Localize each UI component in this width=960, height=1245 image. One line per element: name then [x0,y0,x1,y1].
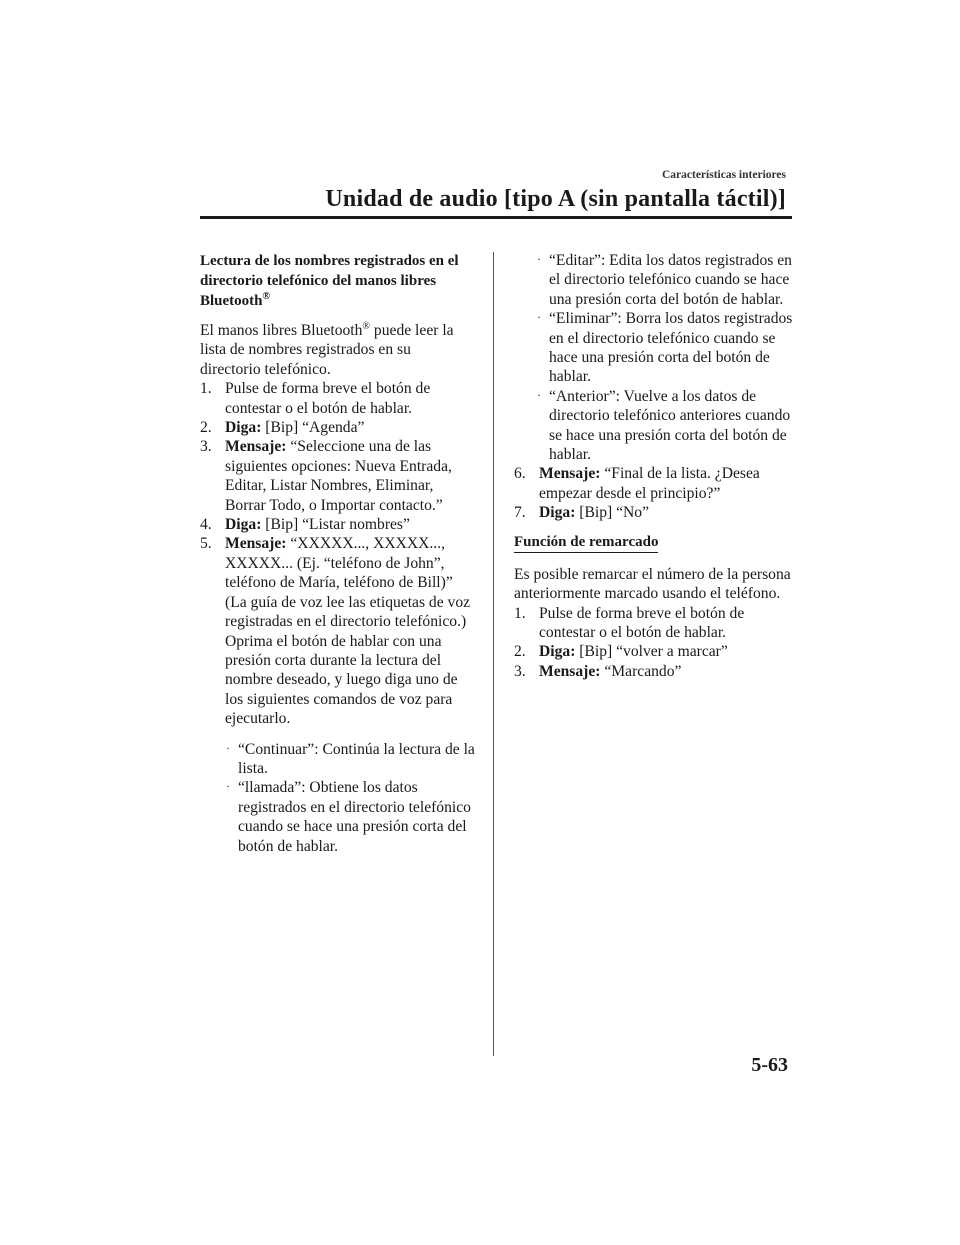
left-column [200,251,475,856]
step-text: Mensaje: “Marcando” [539,662,682,680]
step [514,662,794,681]
step-number: 3. [514,662,526,680]
list-item: · “Anterior”: Vuelve a los datos de directorio telefónico anteriores cuando se hace una presión corta del botón de hablar. [537,387,791,464]
step [514,642,794,661]
right-column [514,251,794,681]
step-text: Mensaje: “Seleccione una de las siguientes opciones: Nueva Entrada, Editar, Listar Nombres, Eliminar, Borrar Todo, o Importar contacto.” [225,438,452,514]
phonebook-heading: Lectura de los nombres registrados en el directorio telefónico del manos libres Bluetooth® [200,253,459,309]
step-text: Pulse de forma breve el botón de contestar o el botón de hablar. [225,380,431,417]
step [514,604,794,643]
step [200,379,475,418]
header-rule [200,216,792,219]
step [200,437,475,515]
section-label: Características interiores [661,169,786,181]
bullet-icon: · [537,387,541,402]
step-text: Diga: [Bip] “No” [539,504,650,522]
step-number: 6. [514,465,526,483]
step-number: 2. [200,419,212,437]
column-divider [493,252,494,1056]
intro-paragraph: El manos libres Bluetooth® puede leer la lista de nombres registrados en su directorio telefónico. [200,320,454,378]
page-number: 5-63 [751,1054,788,1076]
registered-mark: ® [262,291,270,302]
step [514,464,794,503]
step-text: Diga: [Bip] “volver a marcar” [539,643,728,661]
step [200,515,475,534]
step [200,534,475,728]
page-title: Unidad de audio [tipo A (sin pantalla táctil)] [325,186,786,212]
bullet-icon: · [226,779,230,794]
list-item: · “Editar”: Edita los datos registrados en el directorio telefónico cuando se hace una presión corta del botón de hablar. [537,252,792,308]
step [200,418,475,437]
step-text: Mensaje: “Final de la lista. ¿Desea empezar desde el principio?” [539,465,760,502]
list-item: · “llamada”: Obtiene los datos registrados en el directorio telefónico cuando se hace una presión corta del botón de hablar. [226,779,471,855]
step-number: 3. [200,438,212,456]
step-number: 1. [200,380,212,398]
bullet-icon: · [537,310,541,325]
command-list [536,251,794,464]
step-number: 4. [200,516,212,534]
step-number: 7. [514,504,526,522]
list-item: · “Eliminar”: Borra los datos registrados en el directorio telefónico cuando se hace una presión corta del botón de hablar. [537,310,793,386]
step-text: Diga: [Bip] “Listar nombres” [225,516,410,534]
registered-mark: ® [362,320,371,332]
list-item: · “Continuar”: Continúa la lectura de la lista. [226,740,475,777]
redial-intro: Es posible remarcar el número de la persona anteriormente marcado usando el teléfono. [514,565,791,603]
step-text: Pulse de forma breve el botón de contestar o el botón de hablar. [539,604,745,641]
step-text: Diga: [Bip] “Agenda” [225,419,365,437]
step [514,503,794,522]
step-number: 2. [514,643,526,661]
command-list [225,740,475,856]
step-number: 1. [514,604,526,622]
redial-heading: Función de remarcado [514,533,658,553]
bullet-icon: · [537,252,541,266]
step-text: Mensaje: “XXXXX..., XXXXX..., XXXXX... (Ej. “teléfono de John”, teléfono de María, teléfono de Bill)” (La guía de voz lee las etiquetas de voz registradas en el directorio telefónico.) Oprima el botón de hablar con una presión corta durante la lectura del nombre deseado, y luego diga uno de los siguientes comandos de voz para ejecutarlo. [225,535,471,728]
bullet-icon: · [226,740,230,755]
step-number: 5. [200,535,212,553]
